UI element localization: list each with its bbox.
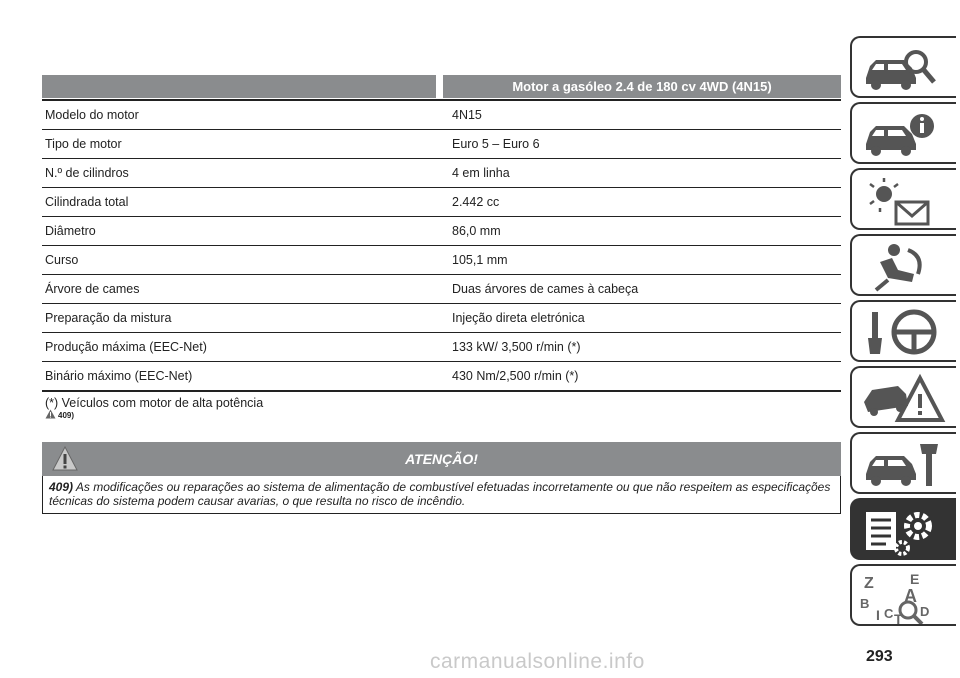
spec-label: Curso — [45, 253, 79, 267]
tab-warning-lights[interactable] — [850, 168, 956, 230]
spec-value: 2.442 cc — [452, 195, 500, 209]
spec-row — [42, 101, 841, 130]
svg-text:E: E — [910, 571, 920, 587]
tab-index[interactable] — [850, 564, 956, 626]
seat-airbag-icon — [858, 240, 952, 294]
svg-text:C: C — [884, 606, 894, 621]
spec-value: Duas árvores de cames à cabeça — [452, 282, 639, 296]
spec-value: 86,0 mm — [452, 224, 501, 238]
spec-label: Binário máximo (EEC-Net) — [45, 369, 193, 383]
spec-heading: Motor a gasóleo 2.4 de 180 cv 4WD (4N15) — [443, 75, 841, 98]
spec-label: Modelo do motor — [45, 108, 139, 122]
car-service-wrench-icon — [858, 438, 952, 492]
car-accident-warning-icon — [858, 372, 952, 426]
warning-triangle-icon — [45, 409, 56, 422]
car-search-icon — [858, 42, 952, 96]
tab-car-info[interactable] — [850, 102, 956, 164]
warning-light-message-icon — [858, 174, 952, 228]
car-info-icon — [858, 108, 952, 162]
spec-label: Árvore de cames — [45, 282, 140, 296]
tab-technical-specs[interactable] — [850, 498, 956, 560]
spec-value: 4N15 — [452, 108, 482, 122]
spec-row — [42, 130, 841, 159]
tab-car-search[interactable] — [850, 36, 956, 98]
tab-starting-driving[interactable] — [850, 300, 956, 362]
tab-maintenance[interactable] — [850, 432, 956, 494]
svg-text:Z: Z — [864, 575, 874, 592]
tab-emergency[interactable] — [850, 366, 956, 428]
svg-text:T: T — [894, 611, 903, 624]
watermark: carmanualsonline.info — [430, 650, 645, 673]
header-blank-cell — [42, 75, 436, 98]
warning-text: As modificações ou reparações ao sistema de alimentação de combustível efetuadas incorretamente ou que não respeitem as especificações técnicas do sistema podem causar avarias, o que resulta no risco de incêndio. — [49, 480, 831, 508]
spec-value: 133 kW/ 3,500 r/min (*) — [452, 340, 581, 354]
spec-label: Diâmetro — [45, 224, 96, 238]
warning-box — [42, 442, 841, 514]
alphabetical-index-icon — [858, 570, 952, 624]
spec-label: Preparação da mistura — [45, 311, 172, 325]
spec-row — [42, 217, 841, 246]
spec-label: Cilindrada total — [45, 195, 129, 209]
spec-label: N.º de cilindros — [45, 166, 129, 180]
warning-title: ATENÇÃO! — [405, 451, 478, 467]
warning-header — [42, 442, 841, 476]
specs-gear-icon — [858, 504, 952, 558]
spec-value: 4 em linha — [452, 166, 510, 180]
spec-row — [42, 246, 841, 275]
svg-text:B: B — [860, 596, 870, 611]
warning-reference-label: 409) — [58, 411, 75, 420]
page-number: 293 — [866, 648, 893, 665]
svg-text:A: A — [904, 586, 917, 606]
spec-value: 105,1 mm — [452, 253, 508, 267]
tab-safety[interactable] — [850, 234, 956, 296]
spec-row — [42, 362, 841, 392]
warning-number: 409) — [49, 480, 74, 494]
spec-row — [42, 188, 841, 217]
spec-row — [42, 304, 841, 333]
footnote: (*) Veículos com motor de alta potência — [45, 396, 264, 410]
svg-text:D: D — [920, 604, 930, 619]
spec-value: 430 Nm/2,500 r/min (*) — [452, 369, 579, 383]
spec-value: Injeção direta eletrónica — [452, 311, 585, 325]
spec-row — [42, 275, 841, 304]
spec-label: Tipo de motor — [45, 137, 122, 151]
warning-reference — [42, 409, 841, 422]
spec-value: Euro 5 – Euro 6 — [452, 137, 540, 151]
spec-row — [42, 159, 841, 188]
spec-label: Produção máxima (EEC-Net) — [45, 340, 207, 354]
key-steering-wheel-icon — [858, 306, 952, 360]
svg-text:I: I — [876, 607, 880, 623]
warning-body — [42, 476, 841, 514]
spec-table-header — [42, 75, 841, 98]
spec-row — [42, 333, 841, 362]
spec-table — [42, 75, 841, 422]
